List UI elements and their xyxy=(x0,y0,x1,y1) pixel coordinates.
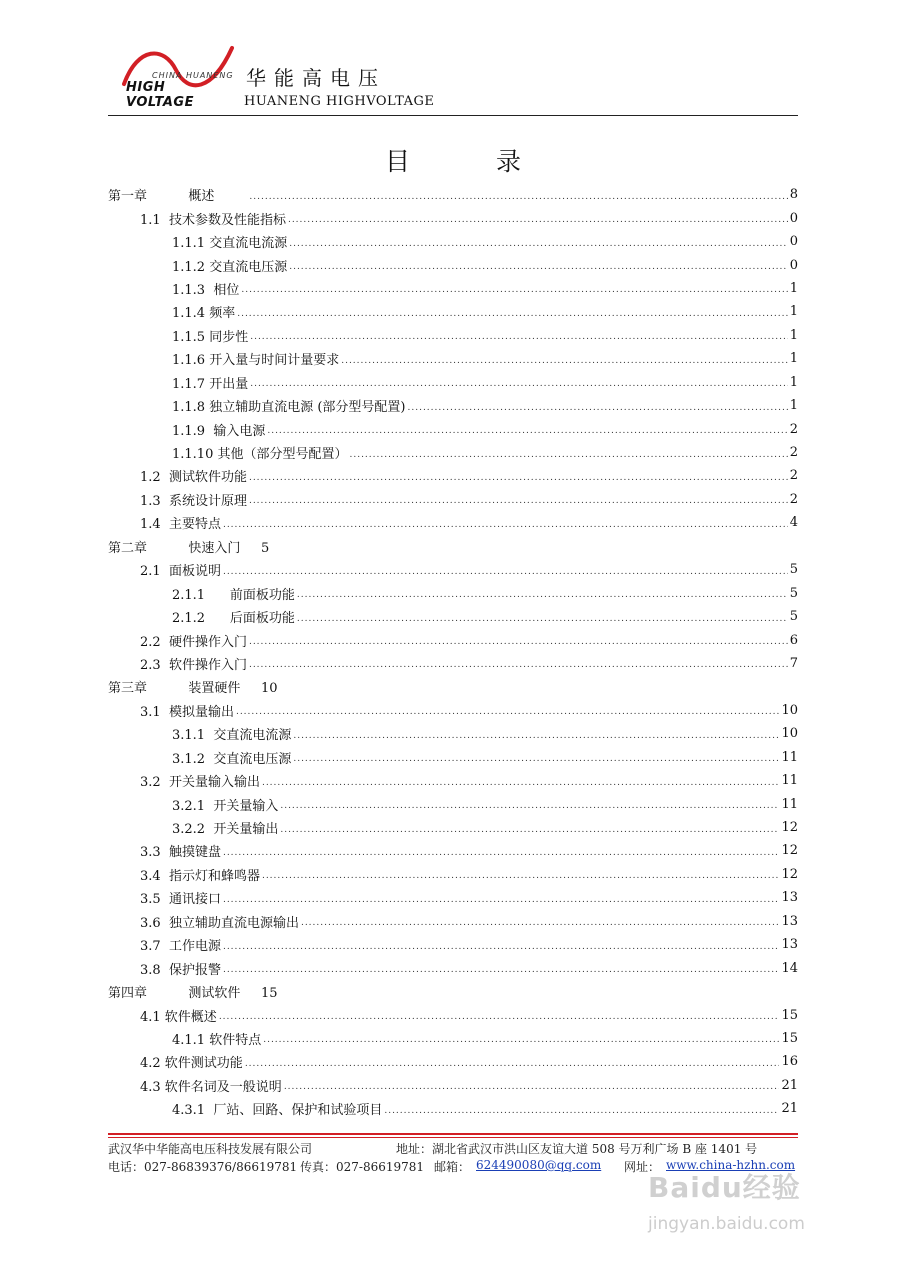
toc-leader-dots xyxy=(293,750,779,764)
logo-small-text: CHINA HUANENG xyxy=(152,71,234,80)
toc-entry-label: 2.3 软件操作入门 xyxy=(140,657,247,673)
toc-leader-dots xyxy=(250,375,788,389)
footer-web-label: 网址： xyxy=(624,1160,661,1174)
toc-leader-dots xyxy=(349,446,787,460)
toc-entry-label: 1.3 系统设计原理 xyxy=(140,493,247,509)
toc-leader-dots xyxy=(289,258,788,272)
toc-entry-label: 4.2 软件测试功能 xyxy=(140,1056,243,1072)
toc-entry-row[interactable] xyxy=(108,933,798,956)
toc-entry-row[interactable] xyxy=(108,910,798,933)
toc-entry-row[interactable] xyxy=(108,511,798,534)
toc-leader-dots xyxy=(249,469,788,483)
toc-leader-dots xyxy=(237,305,788,319)
toc-entry-label: 1.1.10 其他（部分型号配置） xyxy=(172,447,348,463)
toc-leader-dots xyxy=(288,211,788,225)
toc-entry-label: 4.1 软件概述 xyxy=(140,1009,217,1025)
toc-page-number: 2 xyxy=(789,491,798,507)
company-name-en: HUANENG HIGHVOLTAGE xyxy=(244,94,435,109)
toc-entry-row[interactable] xyxy=(108,394,798,417)
baidu-watermark-url: jingyan.baidu.com xyxy=(648,1214,805,1234)
footer-divider-thin xyxy=(108,1137,798,1138)
toc-entry-row[interactable] xyxy=(108,605,798,628)
toc-entry-row[interactable] xyxy=(108,441,798,464)
toc-chapter-row[interactable] xyxy=(108,675,798,698)
toc-entry-label: 3.2.2 开关量输出 xyxy=(172,822,279,838)
toc-entry-row[interactable] xyxy=(108,722,798,745)
footer-email-label: 邮箱： xyxy=(434,1160,471,1174)
footer-address: 地址：湖北省武汉市洪山区友谊大道 508 号万利广场 B 座 1401 号 xyxy=(396,1142,758,1156)
toc-entry-label: 第一章 概述 xyxy=(108,189,248,205)
toc-entry-row[interactable] xyxy=(108,277,798,300)
toc-leader-dots xyxy=(236,703,780,717)
toc-leader-dots xyxy=(341,352,788,366)
toc-entry-label: 3.7 工作电源 xyxy=(140,939,221,955)
toc-leader-dots xyxy=(223,516,788,530)
toc-entry-row[interactable] xyxy=(108,1003,798,1026)
toc-entry-label: 第四章 测试软件 15 xyxy=(108,986,278,1002)
toc-entry-label: 3.5 通讯接口 xyxy=(140,892,221,908)
toc-leader-dots xyxy=(250,328,788,342)
toc-page-number: 12 xyxy=(781,820,798,836)
toc-page-number: 15 xyxy=(781,1030,798,1046)
toc-entry-label: 1.1.6 开入量与时间计量要求 xyxy=(172,353,340,369)
toc-entry-label: 3.6 独立辅助直流电源输出 xyxy=(140,915,299,931)
toc-entry-row[interactable] xyxy=(108,792,798,815)
company-name-cn: 华能高电压 xyxy=(246,66,386,90)
toc-leader-dots xyxy=(223,891,780,905)
toc-page-number: 0 xyxy=(789,257,798,273)
footer-email-link[interactable]: 624490080@qq.com xyxy=(476,1158,602,1172)
toc-entry-label: 4.3.1 厂站、回路、保护和试验项目 xyxy=(172,1103,383,1119)
toc-entry-row[interactable] xyxy=(108,230,798,253)
toc-page-number: 1 xyxy=(789,351,798,367)
toc-entry-row[interactable] xyxy=(108,300,798,323)
toc-entry-label: 3.4 指示灯和蜂鸣器 xyxy=(140,868,260,884)
toc-entry-row[interactable] xyxy=(108,628,798,651)
toc-entry-label: 1.1.5 同步性 xyxy=(172,329,249,345)
toc-chapter-row[interactable] xyxy=(108,183,798,206)
toc-page-number: 21 xyxy=(781,1101,798,1117)
toc-entry-row[interactable] xyxy=(108,488,798,511)
toc-leader-dots xyxy=(301,914,780,928)
toc-entry-row[interactable] xyxy=(108,1097,798,1120)
toc-leader-dots xyxy=(280,821,779,835)
toc-entry-label: 3.8 保护报警 xyxy=(140,962,221,978)
toc-entry-row[interactable] xyxy=(108,324,798,347)
toc-entry-row[interactable] xyxy=(108,371,798,394)
toc-page-number: 16 xyxy=(781,1054,798,1070)
toc-leader-dots xyxy=(262,774,780,788)
toc-entry-label: 3.3 触摸键盘 xyxy=(140,845,221,861)
toc-leader-dots xyxy=(289,235,788,249)
toc-page-number: 15 xyxy=(781,1007,798,1023)
toc-entry-row[interactable] xyxy=(108,581,798,604)
toc-leader-dots xyxy=(267,422,787,436)
toc-page-number: 13 xyxy=(781,890,798,906)
toc-leader-dots xyxy=(262,867,780,881)
toc-entry-label: 1.4 主要特点 xyxy=(140,517,221,533)
toc-entry-label: 1.1.4 频率 xyxy=(172,306,236,322)
toc-leader-dots xyxy=(223,938,780,952)
toc-leader-dots xyxy=(249,656,788,670)
toc-entry-row[interactable] xyxy=(108,1074,798,1097)
toc-entry-label: 1.1.8 独立辅助直流电源 (部分型号配置) xyxy=(172,400,406,416)
toc-leader-dots xyxy=(223,961,780,975)
toc-leader-dots xyxy=(408,399,788,413)
toc-entry-label: 3.2 开关量输入输出 xyxy=(140,775,260,791)
toc-chapter-row[interactable] xyxy=(108,535,798,558)
toc-entry-row[interactable] xyxy=(108,206,798,229)
table-of-contents xyxy=(108,183,798,1121)
logo-main-text: HIGH VOLTAGE xyxy=(126,80,194,110)
footer-fax: 传真：027-86619781 xyxy=(300,1160,425,1174)
toc-entry-row[interactable] xyxy=(108,558,798,581)
toc-page-number: 21 xyxy=(781,1077,798,1093)
toc-entry-row[interactable] xyxy=(108,464,798,487)
toc-page-number: 4 xyxy=(789,515,798,531)
toc-leader-dots xyxy=(263,1031,779,1045)
toc-page-number: 1 xyxy=(789,398,798,414)
toc-page-number: 14 xyxy=(781,960,798,976)
toc-page-number: 7 xyxy=(789,655,798,671)
toc-page-number: 0 xyxy=(789,234,798,250)
toc-entry-row[interactable] xyxy=(108,347,798,370)
toc-page-number: 1 xyxy=(789,280,798,296)
toc-entry-label: 1.1.9 输入电源 xyxy=(172,423,266,439)
toc-page-number: 11 xyxy=(781,796,798,812)
toc-leader-dots xyxy=(223,844,780,858)
toc-page-number: 1 xyxy=(789,304,798,320)
toc-page-number: 10 xyxy=(781,702,798,718)
toc-leader-dots xyxy=(249,492,788,506)
toc-leader-dots xyxy=(280,797,779,811)
footer-web-link[interactable]: www.china-hzhn.com xyxy=(666,1158,796,1172)
toc-entry-label: 2.2 硬件操作入门 xyxy=(140,634,247,650)
toc-entry-label: 3.1 模拟量输出 xyxy=(140,704,234,720)
toc-page-number: 1 xyxy=(789,327,798,343)
toc-leader-dots xyxy=(297,610,788,624)
toc-entry-label: 1.1 技术参数及性能指标 xyxy=(140,212,286,228)
toc-entry-row[interactable] xyxy=(108,417,798,440)
toc-entry-row[interactable] xyxy=(108,956,798,979)
toc-leader-dots xyxy=(249,188,787,202)
toc-entry-label: 4.3 软件名词及一般说明 xyxy=(140,1079,282,1095)
header-divider xyxy=(108,115,798,116)
toc-page-number: 13 xyxy=(781,937,798,953)
toc-entry-label: 1.1.3 相位 xyxy=(172,282,240,298)
toc-leader-dots xyxy=(284,1078,780,1092)
toc-leader-dots xyxy=(241,281,787,295)
toc-page-number: 0 xyxy=(789,210,798,226)
toc-entry-row[interactable] xyxy=(108,253,798,276)
footer-phone: 电话：027-86839376/86619781 xyxy=(108,1160,298,1174)
toc-leader-dots xyxy=(245,1055,780,1069)
toc-entry-row[interactable] xyxy=(108,746,798,769)
toc-page-number: 1 xyxy=(789,374,798,390)
toc-page-number: 5 xyxy=(789,585,798,601)
toc-chapter-row[interactable] xyxy=(108,980,798,1003)
toc-entry-label: 3.1.1 交直流电流源 xyxy=(172,728,292,744)
toc-leader-dots xyxy=(297,586,788,600)
toc-page-number: 12 xyxy=(781,866,798,882)
toc-page-number: 11 xyxy=(781,773,798,789)
toc-entry-label: 3.1.2 交直流电压源 xyxy=(172,751,292,767)
toc-page-number: 2 xyxy=(789,468,798,484)
toc-entry-row[interactable] xyxy=(108,1027,798,1050)
toc-entry-row[interactable] xyxy=(108,769,798,792)
toc-entry-label: 1.1.7 开出量 xyxy=(172,376,249,392)
toc-page-number: 5 xyxy=(789,609,798,625)
toc-page-number: 11 xyxy=(781,749,798,765)
toc-entry-label: 3.2.1 开关量输入 xyxy=(172,798,279,814)
toc-leader-dots xyxy=(219,1008,780,1022)
toc-leader-dots xyxy=(384,1102,779,1116)
toc-entry-row[interactable] xyxy=(108,839,798,862)
toc-page-number: 8 xyxy=(789,187,798,203)
toc-entry-label: 第二章 快速入门 5 xyxy=(108,540,270,556)
toc-page-number: 13 xyxy=(781,913,798,929)
toc-entry-label: 4.1.1 软件特点 xyxy=(172,1032,262,1048)
baidu-watermark: Baidu经验 xyxy=(648,1171,801,1204)
toc-entry-row[interactable] xyxy=(108,699,798,722)
footer-divider xyxy=(108,1133,798,1135)
toc-page-number: 6 xyxy=(789,632,798,648)
toc-leader-dots xyxy=(249,633,788,647)
toc-page-number: 5 xyxy=(789,562,798,578)
toc-page-number: 12 xyxy=(781,843,798,859)
toc-entry-row[interactable] xyxy=(108,816,798,839)
toc-entry-row[interactable] xyxy=(108,863,798,886)
toc-entry-label: 1.2 测试软件功能 xyxy=(140,470,247,486)
toc-leader-dots xyxy=(293,727,779,741)
toc-leader-dots xyxy=(223,563,788,577)
toc-entry-label: 1.1.1 交直流电流源 xyxy=(172,236,288,252)
toc-page-number: 2 xyxy=(789,421,798,437)
footer-company: 武汉华中华能高电压科技发展有限公司 xyxy=(108,1142,313,1156)
toc-entry-label: 1.1.2 交直流电压源 xyxy=(172,259,288,275)
toc-entry-row[interactable] xyxy=(108,652,798,675)
toc-entry-label: 2.1 面板说明 xyxy=(140,564,221,580)
toc-entry-row[interactable] xyxy=(108,1050,798,1073)
toc-page-number: 2 xyxy=(789,445,798,461)
page-header xyxy=(108,40,798,116)
company-logo xyxy=(116,44,236,110)
toc-entry-label: 第三章 装置硬件 10 xyxy=(108,681,278,697)
toc-page-number: 10 xyxy=(781,726,798,742)
toc-entry-row[interactable] xyxy=(108,886,798,909)
toc-entry-label: 2.1.1 前面板功能 xyxy=(172,587,295,603)
page-title: 目录 xyxy=(384,147,607,176)
toc-entry-label: 2.1.2 后面板功能 xyxy=(172,611,295,627)
